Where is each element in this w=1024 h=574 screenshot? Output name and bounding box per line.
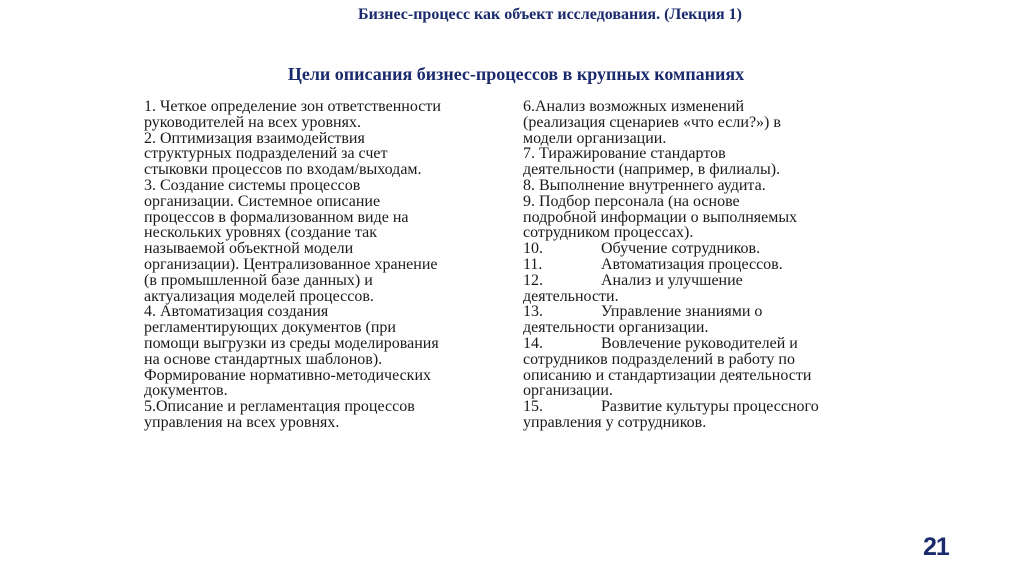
numbered-item — [523, 241, 883, 257]
text-line: актуализация моделей процессов. — [144, 287, 374, 305]
text-line: деятельности организации. — [523, 319, 709, 337]
right-column — [523, 99, 883, 431]
item-number: 15. — [523, 398, 543, 416]
text-line: 9. Подбор персонала (на основе — [523, 192, 740, 210]
item-text: Обучение сотрудников. — [601, 240, 761, 258]
numbered-item — [523, 336, 883, 352]
item-text: Управление знаниями о — [601, 303, 763, 321]
text-line: Формирование нормативно-методических — [144, 366, 432, 384]
item-text: Вовлечение руководителей и — [601, 334, 798, 352]
left-column — [144, 99, 514, 431]
item-text: Развитие культуры процессного — [601, 398, 819, 416]
text-line: нескольких уровнях (создание так — [144, 224, 377, 242]
text-line: называемой объектной модели — [144, 240, 354, 258]
text-line: управления у сотрудников. — [523, 413, 707, 431]
text-line: регламентирующих документов (при — [144, 319, 396, 337]
item-number: 10. — [523, 240, 543, 258]
text-line: документов. — [144, 382, 228, 400]
text-line: 8. Выполнение внутреннего аудита. — [523, 176, 766, 194]
text-line: организации. — [523, 382, 613, 400]
numbered-item — [523, 399, 883, 415]
text-line: подробной информации о выполняемых — [523, 208, 798, 226]
text-line: управления на всех уровнях. — [144, 413, 340, 431]
numbered-item — [523, 273, 883, 289]
text-line: (в промышленной базе данных) и — [144, 271, 373, 289]
lecture-title: Бизнес-процесс как объект исследования. (Лекция 1) — [358, 6, 742, 23]
text-line: структурных подразделений за счет — [144, 145, 388, 163]
text-line: руководителей на всех уровнях. — [144, 113, 361, 131]
text-line: на основе стандартных шаблонов). — [144, 350, 383, 368]
item-number: 11. — [523, 255, 543, 273]
text-line: 6.Анализ возможных изменений — [523, 98, 745, 115]
text-line: 7. Тиражирование стандартов — [523, 145, 726, 163]
text-line: 2. Оптимизация взаимодействия — [144, 129, 365, 147]
slide-number: 21 — [923, 533, 949, 561]
text-line: процессов в формализованном виде на — [144, 208, 409, 226]
text-line: 1. Четкое определение зон ответственности — [144, 98, 441, 115]
text-line: (реализация сценариев «что если?») в — [523, 113, 781, 131]
text-line: сотрудником процессах). — [523, 224, 694, 242]
text-line: 3. Создание системы процессов — [144, 176, 361, 194]
item-text: Автоматизация процессов. — [601, 255, 783, 273]
text-line: деятельности. — [523, 287, 619, 305]
text-line: сотрудников подразделений в работу по — [523, 350, 795, 368]
text-line: модели организации. — [523, 129, 667, 147]
item-number: 14. — [523, 334, 543, 352]
text-line: 4. Автоматизация создания — [144, 303, 329, 321]
text-line: деятельности (например, в филиалы). — [523, 161, 781, 179]
text-line: организации). Централизованное хранение — [144, 255, 438, 273]
item-number: 12. — [523, 271, 543, 289]
item-text: Анализ и улучшение — [601, 271, 743, 289]
slide-title: Цели описания бизнес-процессов в крупных компаниях — [287, 64, 745, 84]
numbered-item — [523, 257, 883, 273]
text-line: описанию и стандартизации деятельности — [523, 366, 812, 384]
text-line: 5.Описание и регламентация процессов — [144, 398, 415, 416]
text-line: помощи выгрузки из среды моделирования — [144, 334, 439, 352]
item-number: 13. — [523, 303, 543, 321]
numbered-item — [523, 304, 883, 320]
text-line: стыковки процессов по входам/выходам. — [144, 161, 422, 179]
text-line: организации. Системное описание — [144, 192, 381, 210]
